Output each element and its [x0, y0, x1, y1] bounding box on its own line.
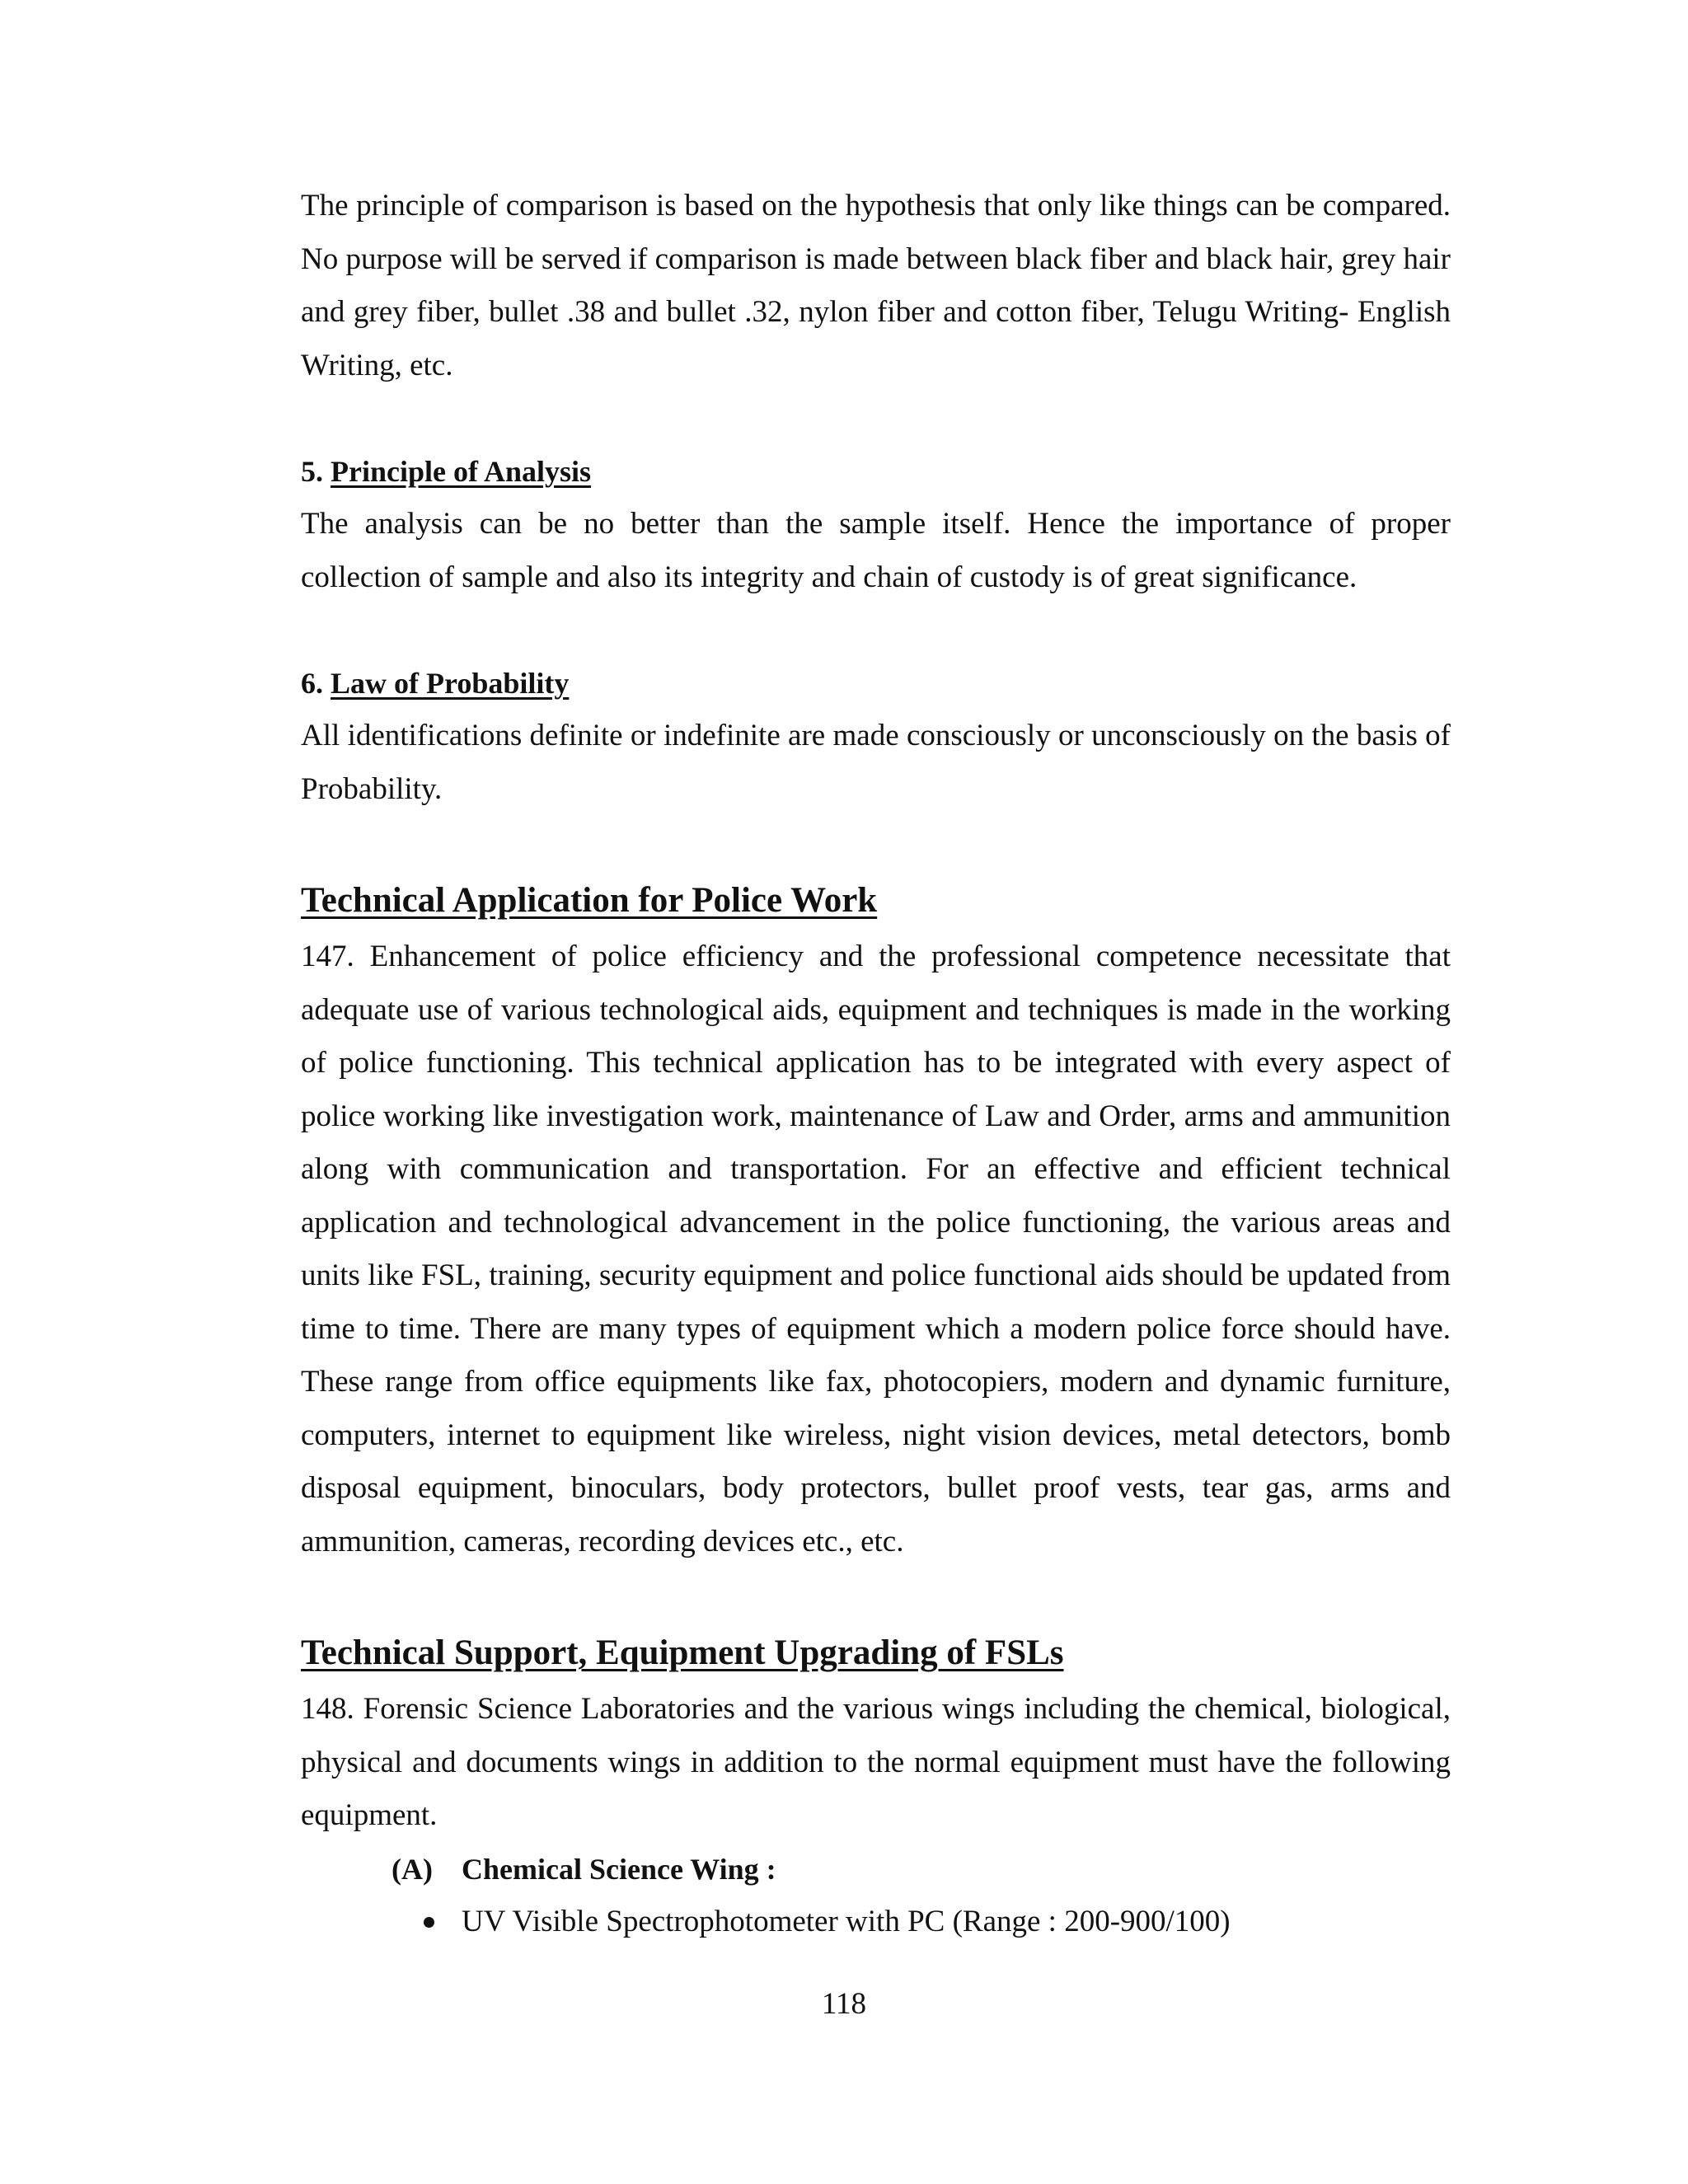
technical-support-text: 148. Forensic Science Laboratories and the various wings including the chemical, biological, physical and documents wings in addition to the normal equipment must have the following equipment.: [301, 1692, 1451, 1832]
law-probability-title: Law of Probability: [331, 667, 570, 700]
law-probability-text: All identifications definite or indefinite are made consciously or unconsciously on the basis of Probability.: [301, 719, 1451, 806]
chemical-wing-label: (A): [392, 1852, 433, 1886]
principle-analysis-text: The analysis can be no better than the sample itself. Hence the importance of proper collection of sample and also its integrity and chain of custody is of great significance.: [301, 507, 1451, 594]
spacer: [301, 604, 1451, 657]
spacer: [301, 816, 1451, 871]
principle-analysis-number: 5.: [301, 455, 331, 488]
law-probability-heading: [301, 657, 1451, 710]
bullet-icon: [424, 1917, 434, 1928]
chemical-wing-title: Chemical Science Wing :: [462, 1852, 776, 1886]
equipment-list: [301, 1896, 1451, 1948]
law-probability-number: 6.: [301, 667, 331, 700]
technical-application-heading: Technical Application for Police Work: [301, 881, 878, 920]
principle-analysis-heading: [301, 445, 1451, 498]
list-item: [420, 1896, 1451, 1948]
technical-support-heading: Technical Support, Equipment Upgrading of FSLs: [301, 1633, 1064, 1672]
intro-paragraph: The principle of comparison is based on the hypothesis that only like things can be compared. No purpose will be served if comparison is made between black fiber and black hair, grey hair and grey fiber, bullet .38 and bullet .32, nylon fiber and cotton fiber, Telugu Writing- English Writing, etc.: [301, 189, 1451, 382]
list-item-text: UV Visible Spectrophotometer with PC (Range : 200-900/100): [462, 1904, 1231, 1938]
page-number: 118: [821, 1987, 867, 2021]
principle-analysis-title: Principle of Analysis: [331, 455, 592, 488]
document-page: [301, 180, 1451, 1948]
chemical-wing-heading: [392, 1843, 1451, 1896]
spacer: [301, 1568, 1451, 1624]
technical-application-text: 147. Enhancement of police efficiency and the professional competence necessitate that adequate use of various technological aids, equipment and techniques is made in the working of police functioning. This technical application has to be integrated with every aspect of police working like investigation work, maintenance of Law and Order, arms and ammunition along with communication and transportation. For an effective and efficient technical application and technological advancement in the police functioning, the various areas and units like FSL, training, security equipment and police functional aids should be updated from time to time. There are many types of equipment which a modern police force should have. These range from office equipments like fax, photocopiers, modern and dynamic furniture, computers, internet to equipment like wireless, night vision devices, metal detectors, bomb disposal equipment, binoculars, body protectors, bullet proof vests, tear gas, arms and ammunition, cameras, recording devices etc., etc.: [301, 940, 1451, 1558]
spacer: [301, 392, 1451, 445]
